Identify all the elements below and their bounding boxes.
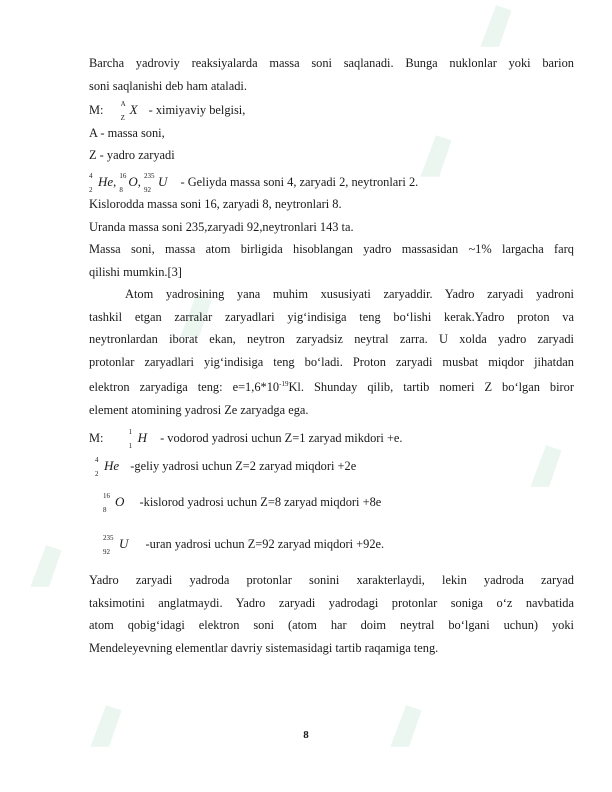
nuclides-description: - Geliyda massa soni 4, zaryadi 2, neytronlari 2. [180, 174, 419, 189]
text-line-charge: elektron zaryadiga teng: $e=1,6*10^{-19}Kl$. Shunday qilib, tartib nomeri Z bo‘lgan biror [89, 380, 574, 395]
line-oxygen: Kislorodda massa soni 16, zaryadi 8, neytronlari 8. [89, 197, 342, 211]
text-line: Atom yadrosining yana muhim xususiyati zaryaddir. Yadro zaryadi yadroni [125, 287, 574, 301]
text-line: Massa soni, massa atom birligida hisoblangan yadro massasidan ~1% largacha farq [89, 242, 574, 256]
example-description: -kislorod yadrosi uchun Z=8 zaryad miqdori +8e [139, 495, 382, 510]
example-symbol-line [89, 99, 574, 122]
nuclide-oxygen: 16 8 O [103, 492, 125, 515]
nuclide-uranium: 235 92 U [143, 171, 168, 194]
example-description: - vodorod yadrosi uchun Z=1 zaryad mikdori +e. [160, 431, 403, 446]
watermark-logo [80, 700, 132, 752]
nuclide-uranium: 235 92 U [103, 534, 129, 557]
watermark-logo [470, 0, 522, 52]
watermark-logo [20, 540, 72, 592]
paragraph-mass-difference [89, 238, 574, 283]
item-charge: Z - yadro zaryadi [89, 148, 175, 162]
text-line: atom qobig‘idagi elektron soni (atom har doim neytral bo‘lgani uchun) yoki [89, 618, 574, 633]
text-line: neytronlardan iborat ekan, neytron zaryadsiz neytral zarra. U xolda yadro zaryadi [89, 332, 574, 346]
text-line: tashkil etgan zarralar zaryadlari yig‘indisiga teng bo‘lishi kerak.Yadro proton va [89, 309, 574, 324]
paragraph-mass-number [89, 52, 574, 97]
nuclide-oxygen: 16 8 O [119, 171, 138, 194]
nuclide-helium: 4 2 He [95, 456, 120, 479]
document-body [89, 52, 574, 659]
symbol-description: - ximiyaviy belgisi, [148, 103, 246, 117]
nuclides-line: 4 2 He, 16 8 O, 235 92 U - Geliyda massa soni 4, zaryadi 2, neytronlari 2. [89, 171, 419, 194]
example-prefix: M: [89, 103, 104, 117]
text-line: protonlar zaryadlari yig‘indisiga teng bo‘ladi. Proton zaryadi musbat miqdor jihatdan [89, 354, 574, 369]
paragraph-charge-meaning [89, 569, 574, 659]
example-description: -geliy yadrosi uchun Z=2 zaryad miqdori +2e [130, 459, 357, 474]
example-prefix: M: [89, 431, 104, 446]
example-helium [89, 455, 574, 487]
text-line: soni saqlanishi deb ham ataladi. [89, 78, 247, 93]
text-line: Yadro zaryadi yadroda protonlar sonini xarakterlaydi, lekin yadroda zaryad [89, 573, 574, 588]
nuclide-symbol-x: A Z X [120, 100, 138, 122]
text-line: taksimotini anglatmaydi. Yadro zaryadi yadrodagi protonlar soniga o‘z navbatida [89, 595, 574, 610]
watermark-logo [380, 700, 432, 752]
text-line: Barcha yadroviy reaksiyalarda massa soni saqlanadi. Bunga nuklonlar yoki barion [89, 56, 574, 70]
nuclide-helium: 4 2 He [89, 171, 114, 194]
example-hydrogen [89, 427, 574, 455]
example-oxygen [89, 487, 574, 529]
text-line: element atomining yadrosi Ze zaryadga ega. [89, 402, 309, 417]
page-number: 8 [303, 729, 309, 741]
paragraph-nuclear-charge [89, 283, 574, 421]
example-description: -uran yadrosi uchun Z=92 zaryad miqdori +92e. [145, 537, 385, 552]
item-mass-number: A - massa soni, [89, 125, 165, 140]
nuclide-hydrogen: 1 1 H [128, 428, 147, 451]
text-line: Mendeleyevning elementlar davriy sistemasidagi tartib raqamiga teng. [89, 640, 439, 655]
line-uranium: Uranda massa soni 235,zaryadi 92,neytronlari 143 ta. [89, 219, 354, 234]
example-uranium [89, 529, 574, 569]
text-line: qilishi mumkin.[3] [89, 264, 182, 279]
